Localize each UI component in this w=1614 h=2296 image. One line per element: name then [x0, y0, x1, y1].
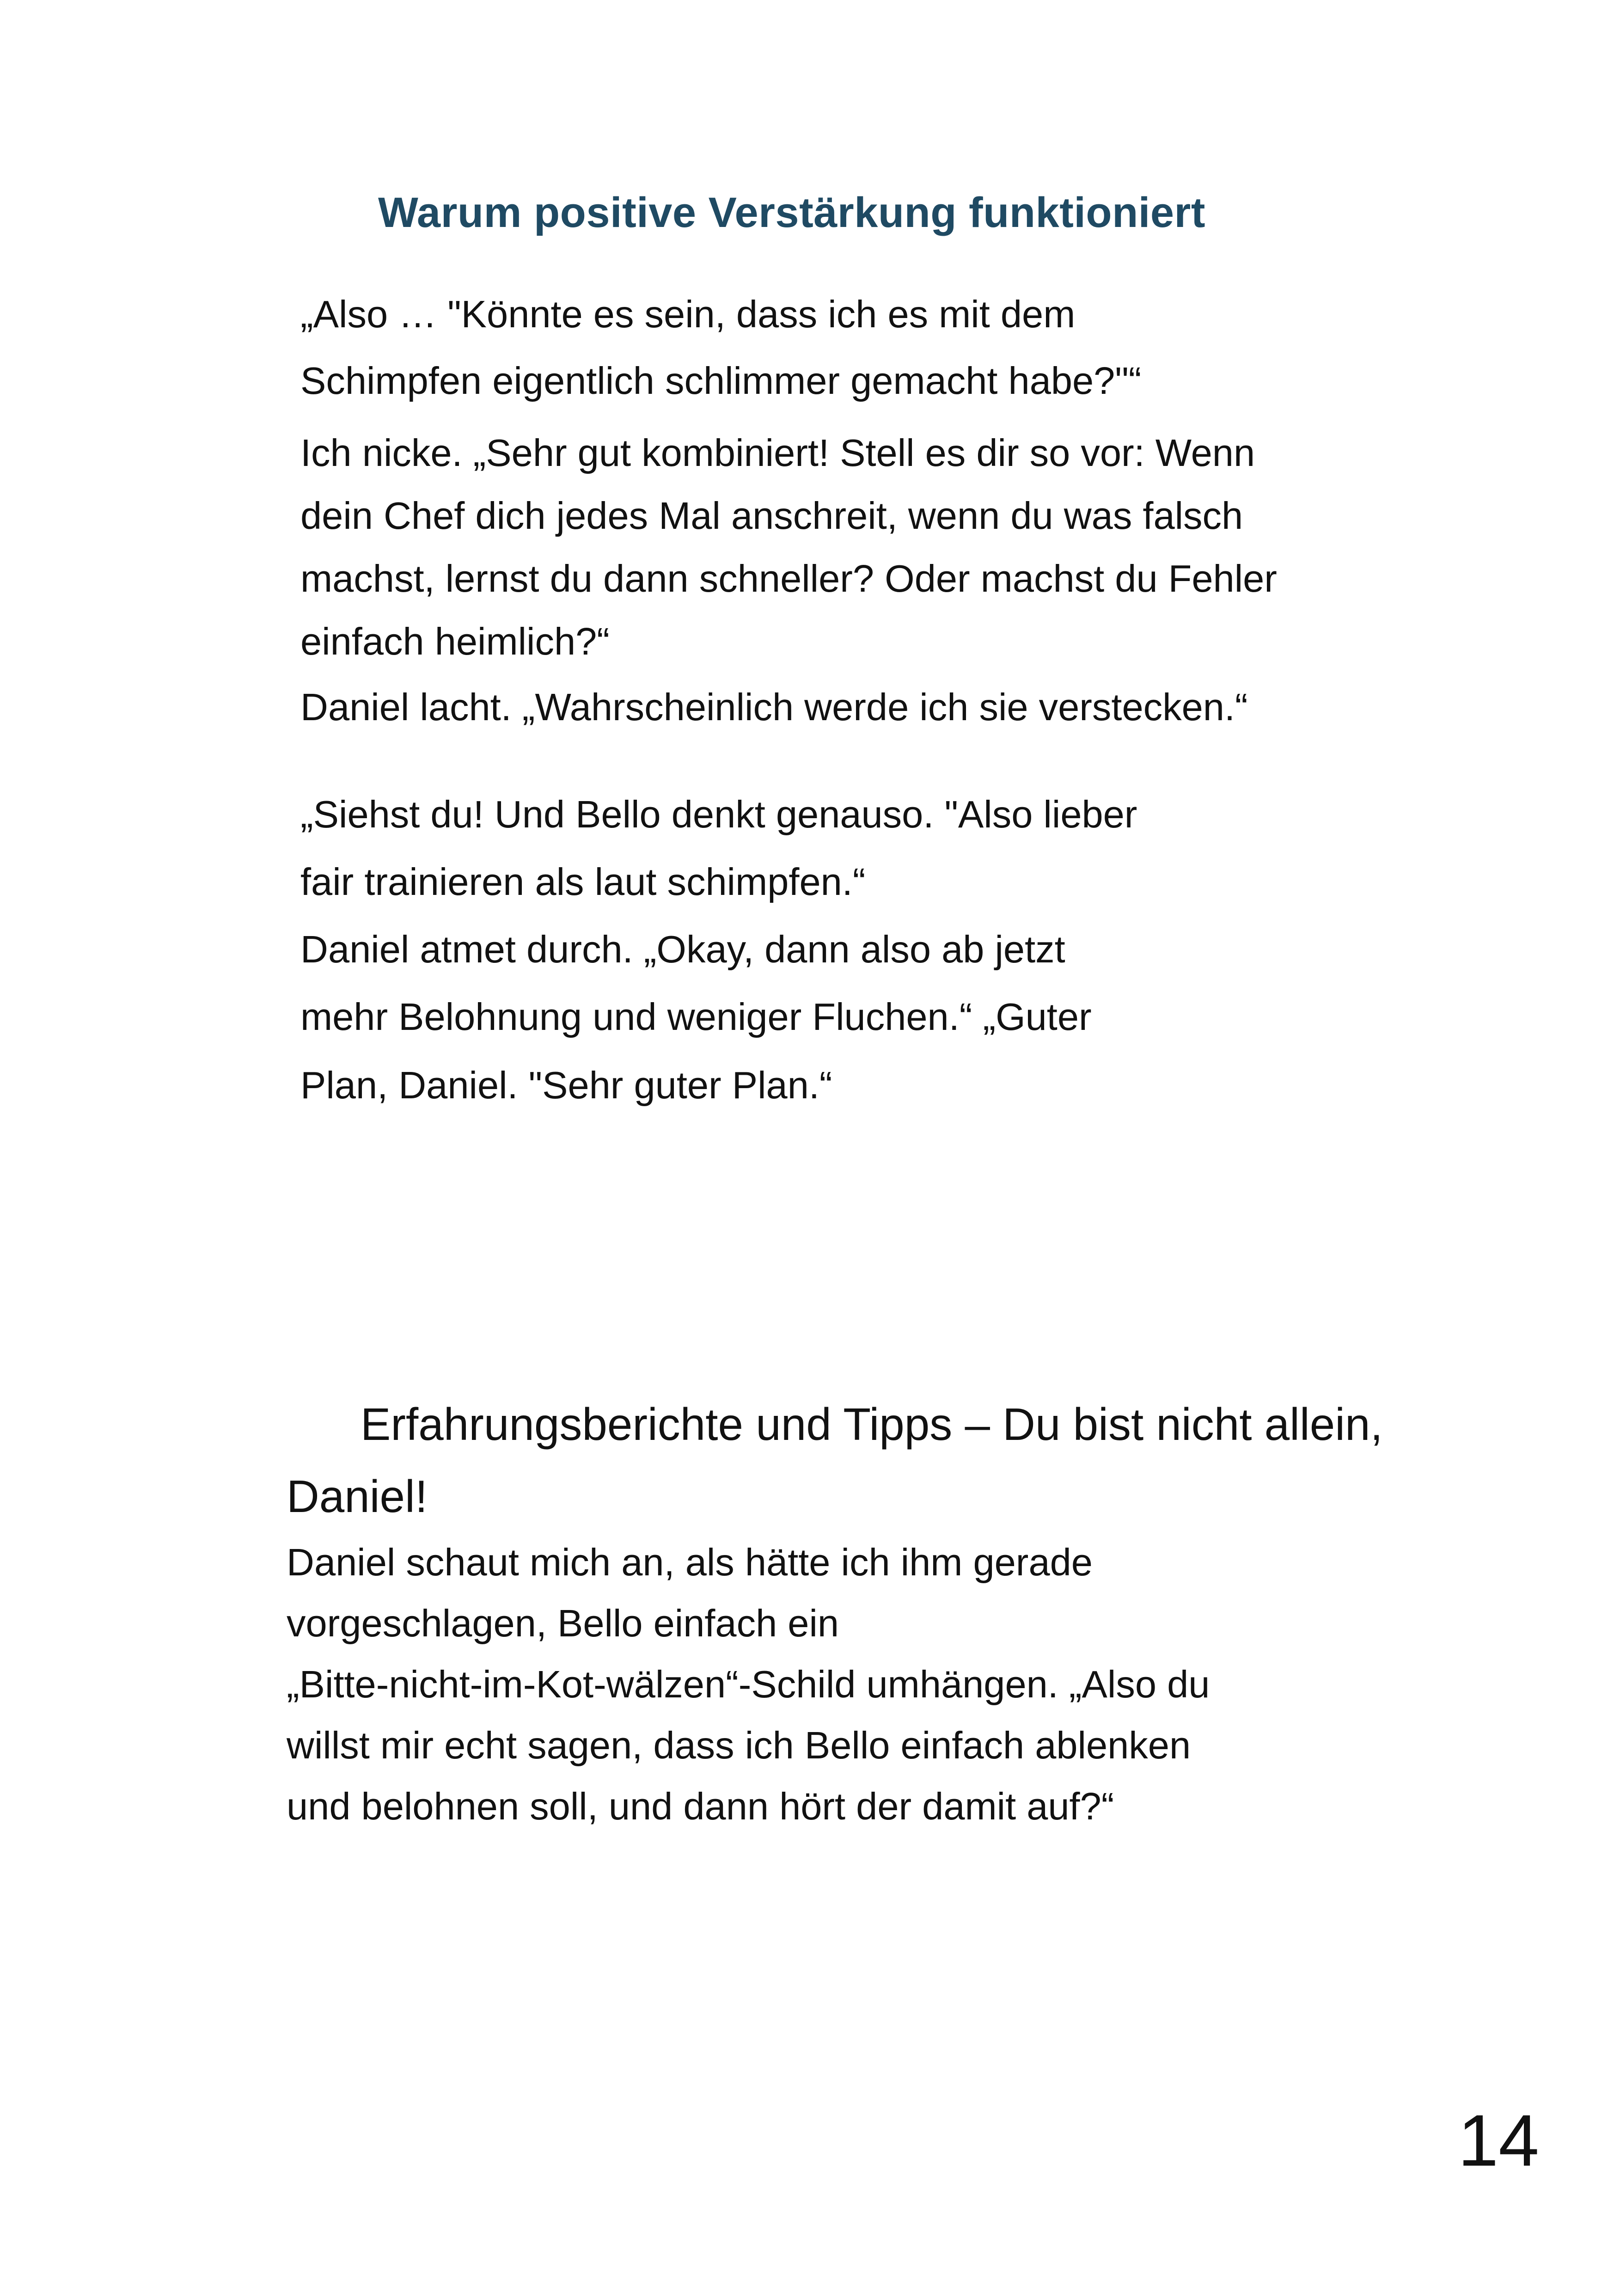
body-line: Daniel lacht. „Wahrscheinlich werde ich sie verstecken.“ [300, 686, 1248, 729]
body-line: willst mir echt sagen, dass ich Bello einfach ablenken [287, 1724, 1191, 1767]
body-line: „Also … "Könnte es sein, dass ich es mit dem [300, 293, 1076, 336]
body-line: mehr Belohnung und weniger Fluchen.“ „Guter [300, 995, 1092, 1038]
body-line: Schimpfen eigentlich schlimmer gemacht habe?"“ [300, 359, 1142, 402]
body-line: einfach heimlich?“ [300, 620, 610, 663]
body-line: „Siehst du! Und Bello denkt genauso. "Also lieber [300, 793, 1137, 836]
page-number: 14 [1458, 2100, 1539, 2181]
body-line: dein Chef dich jedes Mal anschreit, wenn du was falsch [300, 494, 1243, 537]
body-line: Plan, Daniel. "Sehr guter Plan.“ [300, 1064, 832, 1107]
body-line: fair trainieren als laut schimpfen.“ [300, 860, 866, 903]
section-heading-experience-reports: Erfahrungsberichte und Tipps – Du bist nicht allein, [361, 1399, 1383, 1450]
body-line: und belohnen soll, und dann hört der damit auf?“ [287, 1785, 1114, 1828]
body-line: „Bitte-nicht-im-Kot-wälzen“-Schild umhängen. „Also du [287, 1663, 1210, 1706]
body-line: Ich nicke. „Sehr gut kombiniert! Stell es dir so vor: Wenn [300, 431, 1255, 474]
body-line: vorgeschlagen, Bello einfach ein [287, 1602, 839, 1645]
body-line: machst, lernst du dann schneller? Oder machst du Fehler [300, 557, 1277, 600]
section-heading-positive-reinforcement: Warum positive Verstärkung funktioniert [378, 189, 1205, 236]
body-line: Daniel atmet durch. „Okay, dann also ab jetzt [300, 928, 1065, 971]
section-heading-experience-reports-continued: Daniel! [287, 1471, 428, 1522]
body-line: Daniel schaut mich an, als hätte ich ihm gerade [287, 1541, 1093, 1584]
